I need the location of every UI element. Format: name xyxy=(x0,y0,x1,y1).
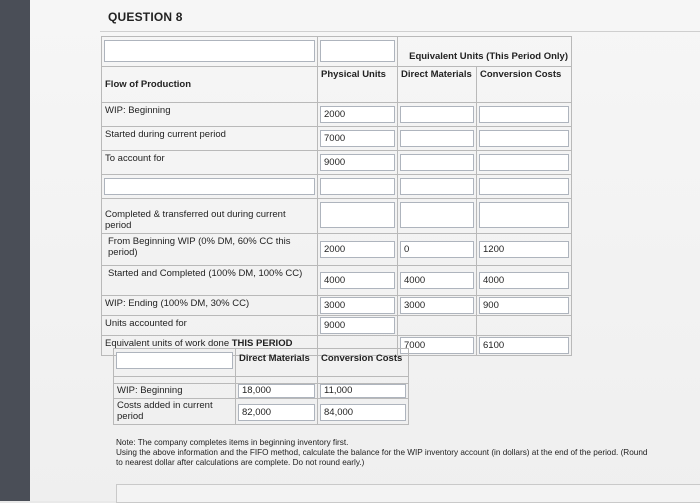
direct-materials-header: Direct Materials xyxy=(401,69,472,80)
col-header-cc xyxy=(477,67,572,103)
wip-beginning-physical-input[interactable]: 2000 xyxy=(320,106,395,123)
blank-row-input-3[interactable] xyxy=(400,178,474,195)
col-header-flow xyxy=(102,67,318,103)
row-label-wip-ending: WIP: Ending (100% DM, 30% CC) xyxy=(105,298,250,309)
physical-units-header: Physical Units xyxy=(321,69,386,80)
header-blank-cell xyxy=(102,37,318,67)
left-window-edge xyxy=(0,0,30,501)
header-blank-input-2[interactable] xyxy=(320,40,395,62)
col-header-dm xyxy=(398,67,477,103)
wip-ending-cc-input[interactable]: 900 xyxy=(479,297,569,314)
to-account-for-dm-input[interactable] xyxy=(400,154,474,171)
cost-added-dm-input[interactable]: 82,000 xyxy=(238,404,315,421)
wip-ending-physical-input[interactable]: 3000 xyxy=(320,297,395,314)
completed-cc-input[interactable] xyxy=(479,202,569,228)
note-line-1: Note: The company completes items in beginning inventory first. xyxy=(116,438,349,447)
header-blank-cell-2 xyxy=(318,37,398,67)
row-label-units-accounted-for: Units accounted for xyxy=(105,318,187,329)
cost-spacer-1 xyxy=(114,377,235,383)
cost-table xyxy=(113,348,409,425)
to-account-for-cc-input[interactable] xyxy=(479,154,569,171)
header-blank-input[interactable] xyxy=(104,40,315,62)
eu-total-dm-input[interactable]: 7000 xyxy=(400,337,474,354)
started-cc-input[interactable] xyxy=(479,130,569,147)
units-accounted-cc-empty xyxy=(477,316,571,320)
from-beginning-cc-input[interactable]: 1200 xyxy=(479,241,569,258)
started-completed-cc-input[interactable]: 4000 xyxy=(479,272,569,289)
eu-total-physical-empty xyxy=(318,336,397,340)
cost-cc-header: Conversion Costs xyxy=(321,353,403,364)
question-title: QUESTION 8 xyxy=(108,10,183,24)
flow-of-production-table xyxy=(101,36,572,356)
cost-spacer-3 xyxy=(318,377,408,383)
started-physical-input[interactable]: 7000 xyxy=(320,130,395,147)
cost-added-cc-input[interactable]: 84,000 xyxy=(320,404,406,421)
note-line-2: Using the above information and the FIFO method, calculate the balance for the WIP inventory account (in dollars) at the end of the period. (Round to nearest dollar after calculations are complete. Do not round early.) xyxy=(116,448,648,467)
cost-wip-beginning-cc-input[interactable]: 11,000 xyxy=(320,384,406,398)
units-accounted-dm-empty xyxy=(398,316,476,320)
to-account-for-physical-input[interactable]: 9000 xyxy=(320,154,395,171)
cost-row-label-costs-added: Costs added in current period xyxy=(117,400,213,422)
answer-input-box[interactable] xyxy=(116,484,700,503)
completed-dm-input[interactable] xyxy=(400,202,474,228)
cost-dm-header: Direct Materials xyxy=(239,353,310,364)
from-beginning-physical-input[interactable]: 2000 xyxy=(320,241,395,258)
col-header-physical xyxy=(318,67,398,103)
eu-total-cc-input[interactable]: 6100 xyxy=(479,337,569,354)
blank-row-input-4[interactable] xyxy=(479,178,569,195)
cost-row-label-wip-beginning: WIP: Beginning xyxy=(117,385,183,396)
row-label-started-and-completed: Started and Completed (100% DM, 100% CC) xyxy=(108,268,303,279)
completed-physical-input[interactable] xyxy=(320,202,395,228)
instructions-note xyxy=(116,438,656,468)
row-label-started: Started during current period xyxy=(105,129,226,140)
cost-header-blank-input[interactable] xyxy=(116,352,233,369)
started-completed-physical-input[interactable]: 4000 xyxy=(320,272,395,289)
started-dm-input[interactable] xyxy=(400,130,474,147)
wip-beginning-dm-input[interactable] xyxy=(400,106,474,123)
wip-ending-dm-input[interactable]: 3000 xyxy=(400,297,474,314)
row-label-to-account-for: To account for xyxy=(105,153,165,164)
eu-header-cell xyxy=(398,37,572,67)
title-divider xyxy=(100,31,700,32)
eu-total-label-text: Equivalent units of work done xyxy=(105,338,232,349)
row-label-completed: Completed & transferred out during current period xyxy=(105,209,286,231)
blank-row-input-1[interactable] xyxy=(104,178,315,195)
started-completed-dm-input[interactable]: 4000 xyxy=(400,272,474,289)
flow-of-production-header: Flow of Production xyxy=(105,79,192,90)
blank-row-input-2[interactable] xyxy=(320,178,395,195)
conversion-costs-header: Conversion Costs xyxy=(480,69,562,80)
eu-total-label-bold: THIS PERIOD xyxy=(231,338,293,349)
from-beginning-dm-input[interactable]: 0 xyxy=(400,241,474,258)
row-label-from-beginning-wip: From Beginning WIP (0% DM, 60% CC this period) xyxy=(108,236,291,258)
units-accounted-physical-input[interactable]: 9000 xyxy=(320,317,395,334)
cost-spacer-2 xyxy=(236,377,317,383)
cost-wip-beginning-dm-input[interactable]: 18,000 xyxy=(238,384,315,398)
wip-beginning-cc-input[interactable] xyxy=(479,106,569,123)
equivalent-units-header: Equivalent Units (This Period Only) xyxy=(409,51,568,62)
row-label-wip-beginning: WIP: Beginning xyxy=(105,105,171,116)
